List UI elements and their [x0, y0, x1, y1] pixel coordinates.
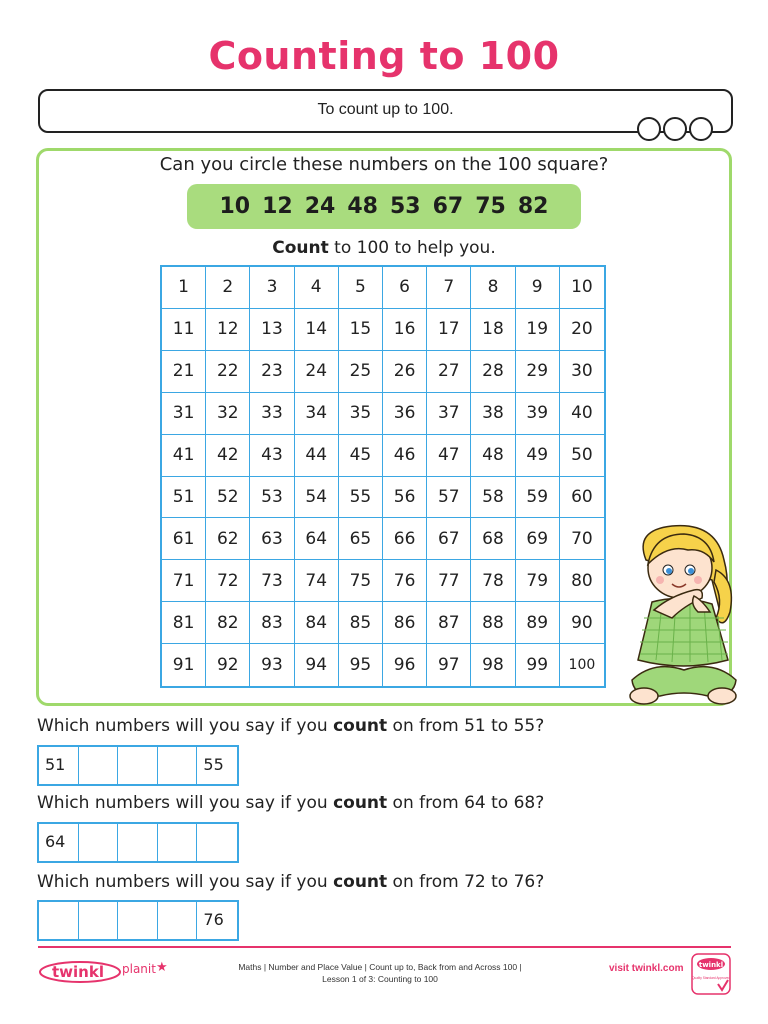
question-text [37, 793, 544, 813]
hundred-square-cell[interactable]: 9 [516, 267, 560, 309]
answer-row-3 [37, 900, 239, 941]
hundred-square-cell[interactable]: 14 [295, 309, 339, 351]
hundred-square-cell[interactable]: 4 [295, 267, 339, 309]
hundred-square-cell[interactable]: 96 [383, 644, 427, 686]
planit-brand: planit [122, 962, 156, 976]
hundred-square-cell[interactable]: 62 [206, 518, 250, 560]
learning-objective-text: To count up to 100. [317, 101, 454, 118]
target-numbers-strip [187, 184, 581, 229]
question-keyword: count [333, 793, 388, 813]
hundred-square-cell[interactable]: 69 [516, 518, 560, 560]
page-title: Counting to 100 [208, 34, 560, 78]
hundred-square-cell[interactable]: 49 [516, 435, 560, 477]
hundred-square-cell[interactable]: 82 [206, 602, 250, 644]
count-question-2 [37, 793, 544, 813]
hundred-square-cell[interactable]: 29 [516, 351, 560, 393]
hundred-square-cell[interactable]: 79 [516, 560, 560, 602]
answer-cell[interactable] [79, 902, 119, 939]
answer-row-1 [37, 745, 239, 786]
hundred-square-cell[interactable]: 89 [516, 602, 560, 644]
hundred-square-cell[interactable]: 61 [162, 518, 206, 560]
hundred-square-cell[interactable]: 51 [162, 477, 206, 519]
hundred-square-cell[interactable]: 33 [250, 393, 294, 435]
hundred-square-cell[interactable]: 81 [162, 602, 206, 644]
hundred-square-cell[interactable]: 66 [383, 518, 427, 560]
hundred-square-cell[interactable]: 73 [250, 560, 294, 602]
hundred-square-cell[interactable]: 27 [427, 351, 471, 393]
hundred-square-cell[interactable]: 63 [250, 518, 294, 560]
answer-cell[interactable] [39, 824, 79, 861]
hundred-square-cell[interactable]: 88 [471, 602, 515, 644]
hundred-square-cell[interactable]: 43 [250, 435, 294, 477]
hundred-square-cell[interactable]: 31 [162, 393, 206, 435]
target-number: 10 [219, 194, 251, 219]
hundred-square-cell[interactable]: 5 [339, 267, 383, 309]
hundred-square-cell[interactable]: 56 [383, 477, 427, 519]
question-text-start: Which numbers will you say if you [37, 716, 334, 736]
answer-value: 76 [203, 910, 224, 929]
hundred-square-cell[interactable]: 3 [250, 267, 294, 309]
question-text-start: Which numbers will you say if you [37, 872, 334, 892]
hundred-square-cell[interactable]: 78 [471, 560, 515, 602]
hundred-square-cell[interactable]: 72 [206, 560, 250, 602]
target-number: 53 [390, 194, 421, 219]
hundred-square-cell[interactable]: 41 [162, 435, 206, 477]
hundred-square-cell[interactable]: 87 [427, 602, 471, 644]
answer-cell[interactable] [118, 902, 158, 939]
footer-divider [38, 946, 731, 948]
hundred-square-cell[interactable]: 15 [339, 309, 383, 351]
activity-question: Can you circle these numbers on the 100 square? [159, 154, 609, 175]
hundred-square-cell[interactable]: 22 [206, 351, 250, 393]
hundred-square-cell[interactable]: 48 [471, 435, 515, 477]
hundred-square-cell[interactable]: 65 [339, 518, 383, 560]
hundred-square-cell[interactable]: 55 [339, 477, 383, 519]
answer-cell[interactable] [158, 902, 198, 939]
hundred-square-cell[interactable]: 58 [471, 477, 515, 519]
decoration-circle [663, 117, 687, 141]
hundred-square-cell[interactable]: 45 [339, 435, 383, 477]
hundred-square-cell[interactable]: 37 [427, 393, 471, 435]
hundred-square-cell[interactable]: 83 [250, 602, 294, 644]
question-text-end: on from 64 to 68? [387, 793, 545, 813]
hundred-square-cell[interactable]: 91 [162, 644, 206, 686]
hundred-square-cell[interactable]: 32 [206, 393, 250, 435]
hundred-square-cell[interactable]: 24 [295, 351, 339, 393]
hundred-square-cell[interactable]: 85 [339, 602, 383, 644]
answer-cell[interactable] [39, 902, 79, 939]
hundred-square-cell[interactable]: 46 [383, 435, 427, 477]
hundred-square-cell[interactable]: 26 [383, 351, 427, 393]
hundred-square-cell[interactable]: 77 [427, 560, 471, 602]
hundred-square-cell[interactable]: 57 [427, 477, 471, 519]
footer-lesson-info [200, 961, 560, 985]
hundred-square-cell[interactable]: 90 [560, 602, 604, 644]
decoration-circle [689, 117, 713, 141]
hint-text: to 100 to help you. [328, 238, 496, 258]
logo-text: twinkl [52, 963, 104, 981]
answer-cell[interactable] [158, 747, 198, 784]
hundred-square-cell[interactable]: 12 [206, 309, 250, 351]
hundred-square-cell[interactable]: 11 [162, 309, 206, 351]
decoration-circle [637, 117, 661, 141]
hundred-square-cell[interactable]: 6 [383, 267, 427, 309]
hundred-square-cell[interactable]: 10 [560, 267, 604, 309]
hundred-square-cell[interactable]: 99 [516, 644, 560, 686]
count-question-3 [37, 872, 544, 892]
count-question-1 [37, 716, 544, 736]
hundred-square-cell[interactable]: 13 [250, 309, 294, 351]
hundred-square-cell[interactable]: 54 [295, 477, 339, 519]
hundred-square-cell[interactable]: 64 [295, 518, 339, 560]
hundred-square-cell[interactable]: 1 [162, 267, 206, 309]
answer-cell[interactable] [118, 747, 158, 784]
badge-brand: twinkl [698, 961, 724, 969]
objective-decoration [637, 117, 713, 141]
hundred-square-cell[interactable]: 59 [516, 477, 560, 519]
hundred-square-cell[interactable]: 92 [206, 644, 250, 686]
target-number: 12 [262, 194, 293, 219]
hundred-square-cell[interactable]: 98 [471, 644, 515, 686]
hundred-square-cell[interactable]: 30 [560, 351, 604, 393]
hundred-square-cell[interactable]: 40 [560, 393, 604, 435]
hundred-square-cell[interactable]: 75 [339, 560, 383, 602]
hundred-square-cell[interactable]: 23 [250, 351, 294, 393]
badge-subtext: Quality Standard Approved [691, 976, 731, 980]
hint-keyword: Count [272, 238, 329, 258]
hundred-square-cell[interactable]: 35 [339, 393, 383, 435]
footer-line-1: Maths | Number and Place Value | Count up to, Back from and Across 100 | [238, 962, 522, 972]
target-number: 82 [517, 194, 549, 219]
question-keyword: count [333, 872, 388, 892]
target-number: 48 [347, 194, 378, 219]
hundred-square-cell[interactable]: 17 [427, 309, 471, 351]
hundred-square-cell[interactable]: 20 [560, 309, 604, 351]
answer-cell[interactable] [197, 902, 237, 939]
girl-illustration [624, 520, 740, 710]
hundred-square-cell[interactable]: 16 [383, 309, 427, 351]
question-keyword: count [333, 716, 388, 736]
hundred-square-cell[interactable]: 44 [295, 435, 339, 477]
hundred-square-cell[interactable]: 38 [471, 393, 515, 435]
target-number: 24 [304, 194, 336, 219]
answer-cell[interactable] [118, 824, 158, 861]
answer-cell[interactable] [39, 747, 79, 784]
hundred-square-cell[interactable]: 7 [427, 267, 471, 309]
hundred-square-cell[interactable]: 74 [295, 560, 339, 602]
target-number: 67 [432, 194, 464, 219]
star-icon: ★ [156, 960, 168, 975]
answer-cell[interactable] [158, 824, 198, 861]
footer-line-2: Lesson 1 of 3: Counting to 100 [322, 974, 438, 984]
hundred-square-cell[interactable]: 95 [339, 644, 383, 686]
question-text-end: on from 72 to 76? [387, 872, 545, 892]
target-number: 75 [475, 194, 506, 219]
learning-objective-box [38, 89, 733, 133]
hundred-square-cell[interactable]: 80 [560, 560, 604, 602]
hundred-square-cell[interactable]: 100 [568, 657, 596, 674]
hundred-square-cell[interactable]: 93 [250, 644, 294, 686]
quality-badge-icon [690, 952, 732, 996]
answer-cell[interactable] [79, 747, 119, 784]
hundred-square-cell[interactable]: 47 [427, 435, 471, 477]
hundred-square-cell[interactable]: 76 [383, 560, 427, 602]
hundred-square-cell[interactable]: 60 [560, 477, 604, 519]
hundred-square-cell[interactable]: 8 [471, 267, 515, 309]
activity-hint [0, 238, 768, 258]
question-text [37, 716, 544, 736]
answer-cell[interactable] [79, 824, 119, 861]
hundred-square-cell[interactable]: 67 [427, 518, 471, 560]
hundred-square-cell[interactable]: 25 [339, 351, 383, 393]
hundred-square-cell[interactable]: 94 [295, 644, 339, 686]
hundred-square-cell[interactable]: 52 [206, 477, 250, 519]
hundred-square [160, 265, 606, 688]
hundred-square-cell[interactable]: 19 [516, 309, 560, 351]
visit-link[interactable]: visit twinkl.com [609, 963, 684, 974]
hundred-square-cell[interactable]: 28 [471, 351, 515, 393]
answer-cell[interactable] [197, 824, 237, 861]
hundred-square-cell[interactable]: 42 [206, 435, 250, 477]
question-text-end: on from 51 to 55? [387, 716, 545, 736]
hundred-square-cell[interactable]: 71 [162, 560, 206, 602]
answer-cell[interactable] [197, 747, 237, 784]
question-text [37, 872, 544, 892]
hundred-square-cell[interactable]: 70 [560, 518, 604, 560]
answer-value: 51 [45, 755, 66, 774]
hundred-square-cell[interactable]: 21 [162, 351, 206, 393]
hundred-square-cell[interactable]: 2 [206, 267, 250, 309]
question-text-start: Which numbers will you say if you [37, 793, 334, 813]
hundred-square-cell[interactable]: 97 [427, 644, 471, 686]
hundred-square-cell[interactable]: 36 [383, 393, 427, 435]
hundred-square-cell[interactable]: 34 [295, 393, 339, 435]
answer-value: 55 [203, 755, 224, 774]
hundred-square-cell[interactable]: 18 [471, 309, 515, 351]
hundred-square-cell[interactable]: 39 [516, 393, 560, 435]
answer-value: 64 [45, 832, 66, 851]
hundred-square-cell[interactable]: 53 [250, 477, 294, 519]
hundred-square-cell[interactable]: 86 [383, 602, 427, 644]
hundred-square-cell[interactable]: 68 [471, 518, 515, 560]
answer-row-2 [37, 822, 239, 863]
hundred-square-cell[interactable]: 50 [560, 435, 604, 477]
hundred-square-cell[interactable]: 84 [295, 602, 339, 644]
